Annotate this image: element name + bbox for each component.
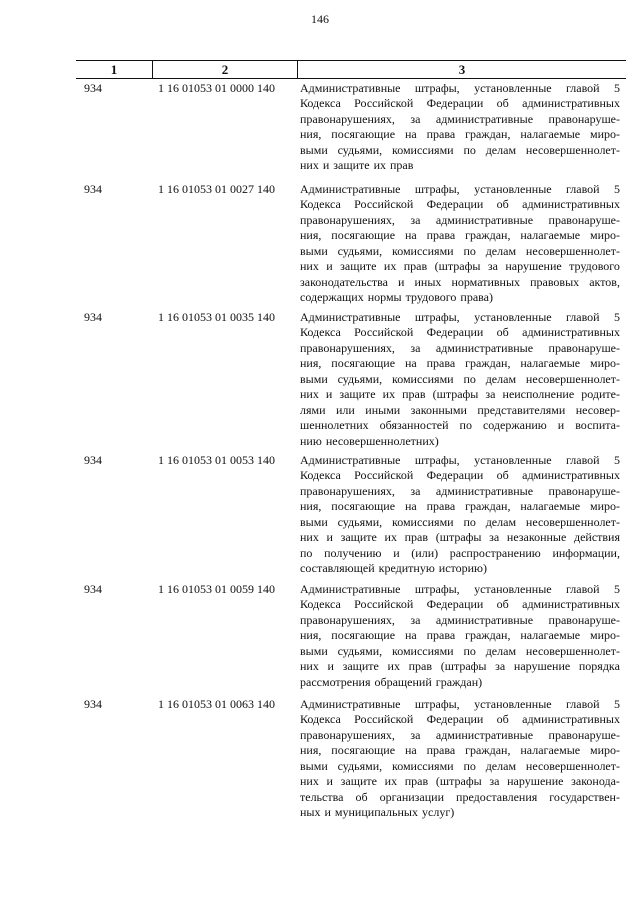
- description-line: Кодекса Российской Федерации об административных: [300, 96, 620, 111]
- description-line: ния, посягающие на права граждан, налагаемые миро-: [300, 499, 620, 514]
- table-header: [76, 60, 626, 79]
- description-line: Административные штрафы, установленные главой 5: [300, 81, 620, 95]
- description-line: них и защите их прав: [300, 158, 414, 173]
- description-line: ния, посягающие на права граждан, налагаемые миро-: [300, 127, 620, 142]
- description-line: правонарушениях, за административные правонаруше-: [300, 212, 620, 227]
- row-code: 934: [84, 697, 102, 711]
- description-line: них и защите их прав (штрафы за нарушение законода-: [300, 774, 620, 789]
- description-line: ния, посягающие на права граждан, налагаемые миро-: [300, 628, 620, 643]
- description-line: лями или иными законными представителями несовер-: [300, 402, 620, 417]
- description-line: Кодекса Российской Федерации об административных: [300, 325, 620, 340]
- description-line: составляющей кредитную историю): [300, 561, 488, 576]
- description-line: них и защите их прав (штрафы за незаконные действия: [300, 530, 620, 545]
- description-line: Административные штрафы, установленные главой 5: [300, 182, 620, 196]
- row-kbk-code: 1 16 01053 01 0063 140: [158, 697, 275, 711]
- description-line: Кодекса Российской Федерации об административных: [300, 468, 620, 483]
- description-line: выми судьями, комиссиями по делам несовершеннолет-: [300, 514, 620, 529]
- description-line: правонарушениях, за административные правонаруше-: [300, 727, 620, 742]
- row-kbk-code: 1 16 01053 01 0035 140: [158, 310, 275, 324]
- description-line: них и защите их прав (штрафы за нарушение трудового: [300, 259, 620, 274]
- row-description: [300, 582, 620, 690]
- column-header-2: 2: [153, 61, 298, 78]
- description-line: законодательства и иных нормативных правовых актов,: [300, 274, 620, 289]
- description-line: Кодекса Российской Федерации об административных: [300, 712, 620, 727]
- description-line: ния, посягающие на права граждан, налагаемые миро-: [300, 743, 620, 758]
- row-code: 934: [84, 310, 102, 324]
- description-line: содержащих нормы трудового права): [300, 290, 493, 305]
- description-line: правонарушениях, за административные правонаруше-: [300, 111, 620, 126]
- row-kbk-code: 1 16 01053 01 0059 140: [158, 582, 275, 596]
- row-kbk-code: 1 16 01053 01 0000 140: [158, 81, 275, 95]
- description-line: ных и муниципальных услуг): [300, 805, 455, 820]
- description-line: правонарушениях, за административные правонаруше-: [300, 483, 620, 498]
- row-description: [300, 697, 620, 821]
- row-code: 934: [84, 582, 102, 596]
- description-line: по получению и (или) распространению информации,: [300, 545, 620, 560]
- description-line: правонарушениях, за административные правонаруше-: [300, 340, 620, 355]
- description-line: выми судьями, комиссиями по делам несовершеннолет-: [300, 371, 620, 386]
- row-description: [300, 453, 620, 577]
- row-code: 934: [84, 182, 102, 196]
- description-line: Кодекса Российской Федерации об административных: [300, 197, 620, 212]
- row-kbk-code: 1 16 01053 01 0053 140: [158, 453, 275, 467]
- column-header-1: 1: [76, 61, 153, 78]
- description-line: Административные штрафы, установленные главой 5: [300, 453, 620, 467]
- column-header-3: 3: [458, 62, 466, 77]
- description-line: рассмотрения обращений граждан): [300, 674, 483, 689]
- description-line: ния, посягающие на права граждан, налагаемые миро-: [300, 356, 620, 371]
- row-kbk-code: 1 16 01053 01 0027 140: [158, 182, 275, 196]
- description-line: Административные штрафы, установленные главой 5: [300, 582, 620, 596]
- description-line: них и защите их прав (штрафы за неисполнение родите-: [300, 387, 620, 402]
- description-line: Административные штрафы, установленные главой 5: [300, 697, 620, 711]
- description-line: выми судьями, комиссиями по делам несовершеннолет-: [300, 142, 620, 157]
- description-line: ния, посягающие на права граждан, налагаемые миро-: [300, 228, 620, 243]
- description-line: выми судьями, комиссиями по делам несовершеннолет-: [300, 643, 620, 658]
- page-number: 146: [311, 12, 329, 26]
- description-line: Кодекса Российской Федерации об административных: [300, 597, 620, 612]
- row-code: 934: [84, 81, 102, 95]
- description-line: Административные штрафы, установленные главой 5: [300, 310, 620, 324]
- description-line: нию несовершеннолетних): [300, 433, 439, 448]
- description-line: тельства об организации предоставления государствен-: [300, 789, 620, 804]
- row-description: [300, 182, 620, 306]
- row-description: [300, 81, 620, 174]
- description-line: выми судьями, комиссиями по делам несовершеннолет-: [300, 243, 620, 258]
- description-line: них и защите их прав (штрафы за нарушение порядка: [300, 659, 620, 674]
- row-description: [300, 310, 620, 449]
- description-line: шеннолетних обязанностей по содержанию и воспита-: [300, 418, 620, 433]
- row-code: 934: [84, 453, 102, 467]
- description-line: выми судьями, комиссиями по делам несовершеннолет-: [300, 758, 620, 773]
- description-line: правонарушениях, за административные правонаруше-: [300, 612, 620, 627]
